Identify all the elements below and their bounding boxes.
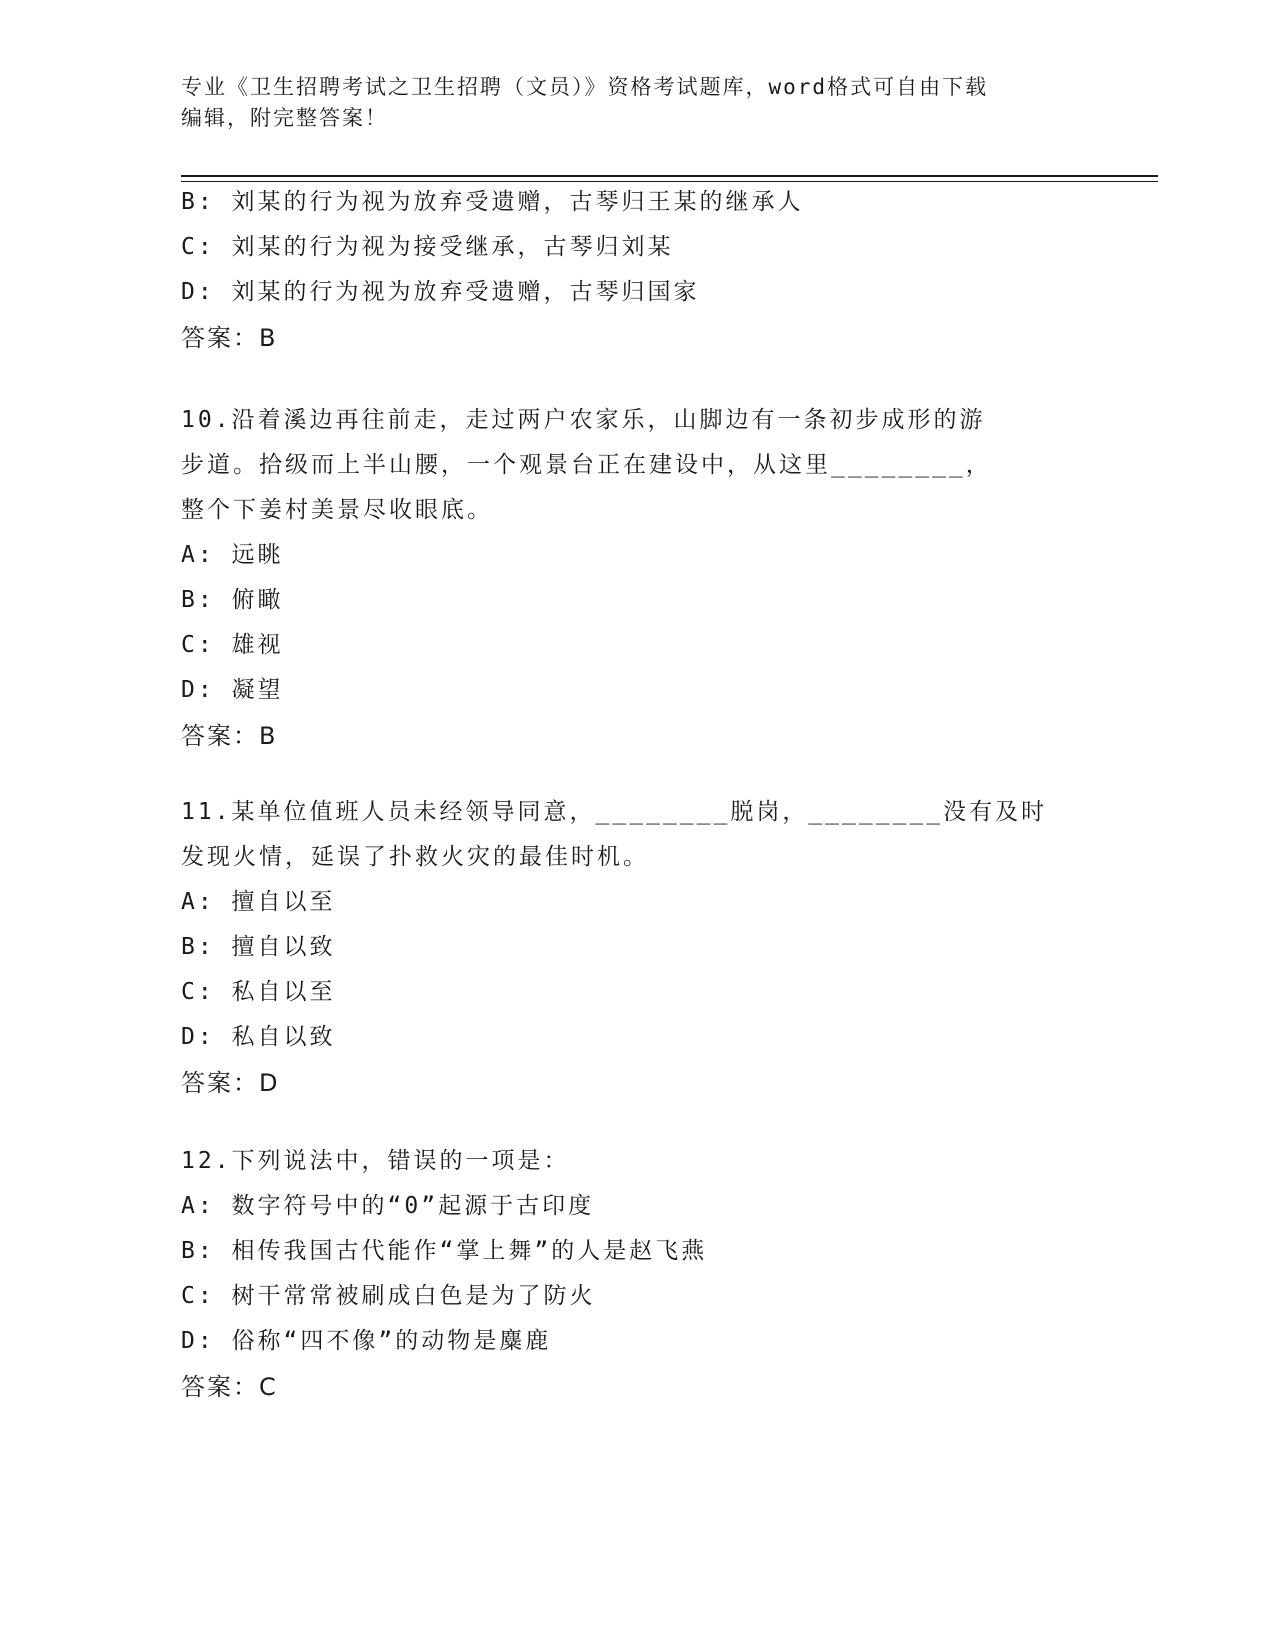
option-a: A: 数字符号中的“0”起源于古印度 bbox=[181, 1193, 595, 1219]
option-b: B: 相传我国古代能作“掌上舞”的人是赵飞燕 bbox=[181, 1238, 708, 1264]
option-b: B: 擅自以致 bbox=[181, 934, 336, 960]
question-9 bbox=[181, 180, 1081, 361]
option-c: C: 树干常常被刷成白色是为了防火 bbox=[181, 1283, 596, 1309]
option-a: A: 擅自以至 bbox=[181, 889, 336, 915]
option-a: A: 远眺 bbox=[181, 542, 284, 568]
question-text-line-3: 整个下姜村美景尽收眼底。 bbox=[181, 497, 493, 523]
answer: 答案：D bbox=[181, 1069, 280, 1097]
question-12 bbox=[181, 1139, 1081, 1410]
header-line-2: 编辑，附完整答案！ bbox=[181, 106, 388, 130]
question-10 bbox=[181, 398, 1081, 759]
question-text-line-1: 12.下列说法中，错误的一项是： bbox=[181, 1148, 570, 1174]
question-text-line-2: 步道。拾级而上半山腰，一个观景台正在建设中，从这里________， bbox=[181, 452, 992, 478]
question-text-line-2: 发现火情，延误了扑救火灾的最佳时机。 bbox=[181, 844, 649, 870]
answer: 答案：B bbox=[181, 324, 278, 352]
option-b: B: 刘某的行为视为放弃受遗赠，古琴归王某的继承人 bbox=[181, 189, 804, 215]
question-text-line-1: 10.沿着溪边再往前走，走过两户农家乐，山脚边有一条初步成形的游 bbox=[181, 407, 986, 433]
option-c: C: 私自以至 bbox=[181, 979, 336, 1005]
option-d: D: 凝望 bbox=[181, 677, 284, 703]
option-b: B: 俯瞰 bbox=[181, 587, 284, 613]
question-11 bbox=[181, 790, 1081, 1106]
option-c: C: 刘某的行为视为接受继承，古琴归刘某 bbox=[181, 234, 674, 260]
question-text-line-1: 11.某单位值班人员未经领导同意，________脱岗，________没有及时 bbox=[181, 799, 1048, 825]
header-divider-thick bbox=[181, 175, 1158, 177]
answer: 答案：C bbox=[181, 1373, 278, 1401]
answer: 答案：B bbox=[181, 722, 278, 750]
header-line-1: 专业《卫生招聘考试之卫生招聘（文员）》资格考试题库，word格式可自由下载 bbox=[181, 75, 989, 99]
option-c: C: 雄视 bbox=[181, 632, 284, 658]
document-header bbox=[181, 72, 1061, 134]
option-d: D: 刘某的行为视为放弃受遗赠，古琴归国家 bbox=[181, 279, 700, 305]
option-d: D: 俗称“四不像”的动物是麋鹿 bbox=[181, 1328, 552, 1354]
option-d: D: 私自以致 bbox=[181, 1024, 336, 1050]
